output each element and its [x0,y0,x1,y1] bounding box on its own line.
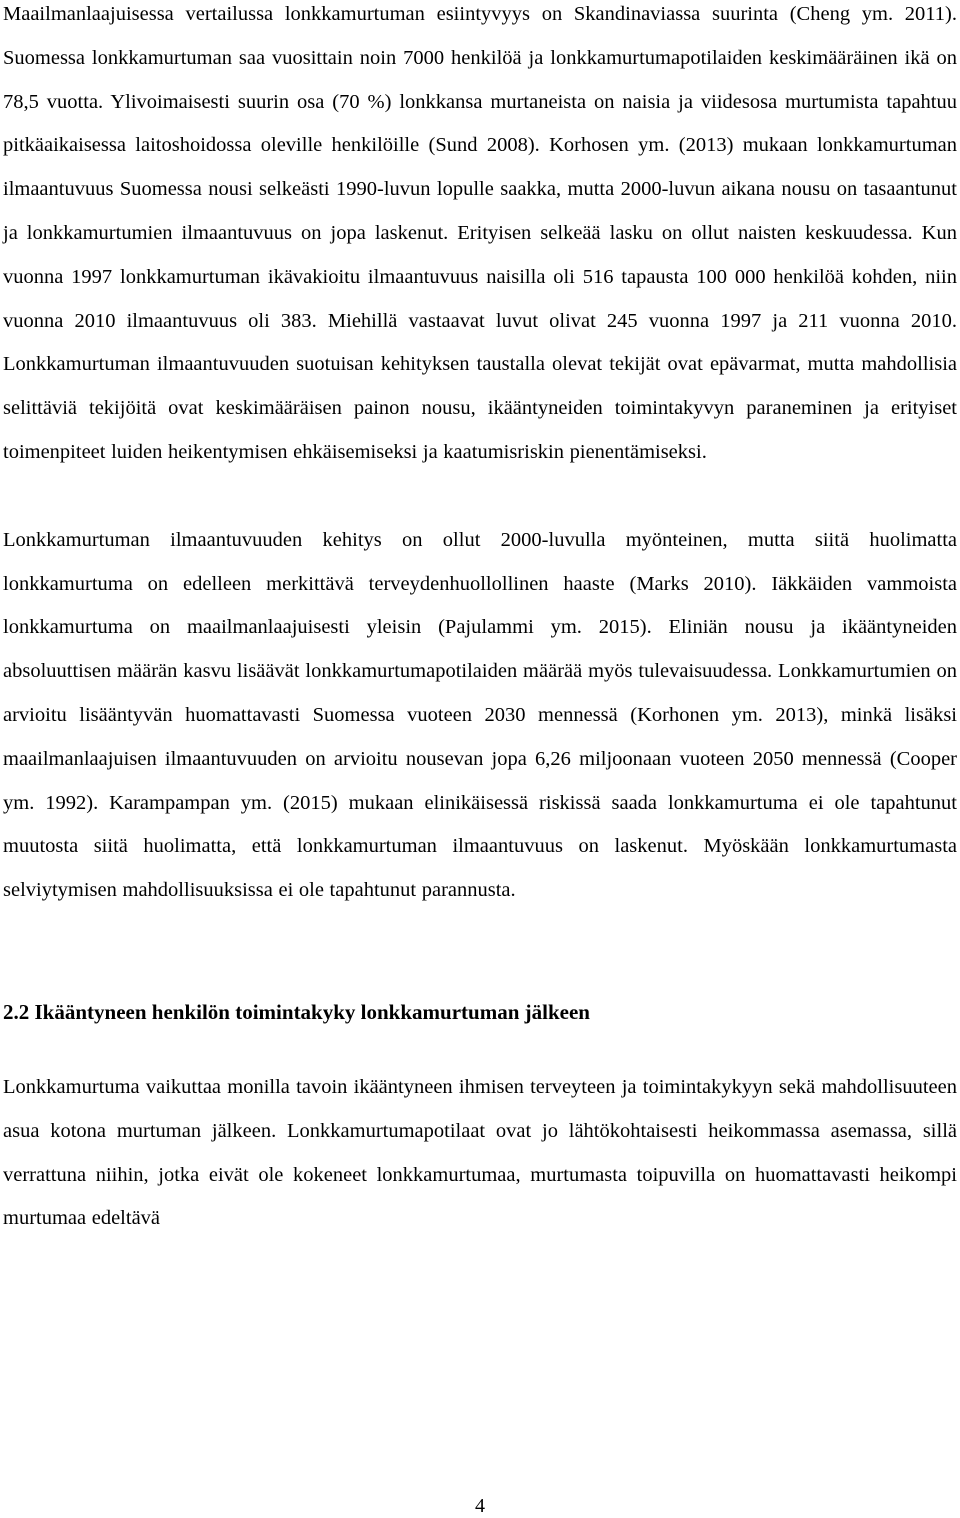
section-heading: 2.2 Ikääntyneen henkilön toimintakyky lonkkamurtuman jälkeen [3,999,590,1024]
heading-spacer [3,1034,957,1066]
body-paragraph: Lonkkamurtuman ilmaantuvuuden kehitys on ollut 2000-luvulla myönteinen, mutta siitä huolimatta lonkkamurtuma on edelleen merkittävä terveydenhuollollinen haaste (Marks 2010). Iäkkäiden vammoista lonkkamurtuma on maailmanlaajuisesti yleisin (Pajulammi ym. 2015). Eliniän nousu ja ikääntyneiden absoluuttisen määrän kasvu lisäävät lonkkamurtumapotilaiden määrää myös tulevaisuudessa. Lonkkamurtumien on arvioitu lisääntyvän huomattavasti Suomessa vuoteen 2030 mennessä (Korhonen ym. 2013), minkä lisäksi maailmanlaajuisen ilmaantuvuuden on arvioitu nousevan jopa 6,26 miljoonaan vuoteen 2050 mennessä (Cooper ym. 1992). Karampampan ym. (2015) mukaan elinikäisessä riskissä saada lonkkamurtuma ei ole tapahtunut muutosta siitä huolimatta, että lonkkamurtuman ilmaantuvuus on laskenut. Myöskään lonkkamurtumasta selviytymisen mahdollisuuksissa ei ole tapahtunut parannusta. [3,528,957,902]
document-page [3,0,957,1241]
body-paragraph: Lonkkamurtuma vaikuttaa monilla tavoin ikääntyneen ihmisen terveyteen ja toimintakykyyn sekä mahdollisuuteen asua kotona murtuman jälkeen. Lonkkamurtumapotilaat ovat jo lähtökohtaisesti heikommassa asemassa, sillä verrattuna niihin, jotka eivät ole kokeneet lonkkamurtumaa, murtumasta toipuvilla on huomattavasti heikompi murtumaa edeltävä [3,1075,957,1230]
section-spacer [3,913,957,990]
paragraph-spacer [3,475,957,519]
page-number: 4 [475,1495,485,1517]
body-paragraph: Maailmanlaajuisessa vertailussa lonkkamurtuman esiintyvyys on Skandinaviassa suurinta (Cheng ym. 2011). Suomessa lonkkamurtuman saa vuosittain noin 7000 henkilöä ja lonkkamurtumapotilaiden keskimääräinen ikä on 78,5 vuotta. Ylivoimaisesti suurin osa (70 %) lonkkansa murtaneista on naisia ja viidesosa murtumista tapahtuu pitkäaikaisessa laitoshoidossa oleville henkilöille (Sund 2008). Korhosen ym. (2013) mukaan lonkkamurtuman ilmaantuvuus Suomessa nousi selkeästi 1990-luvun lopulle saakka, mutta 2000-luvun aikana nousu on tasaantunut ja lonkkamurtumien ilmaantuvuus on jopa laskenut. Erityisen selkeää lasku on ollut naisten keskuudessa. Kun vuonna 1997 lonkkamurtuman ikävakioitu ilmaantuvuus naisilla oli 516 tapausta 100 000 henkilöä kohden, niin vuonna 2010 ilmaantuvuus oli 383. Miehillä vastaavat luvut olivat 245 vuonna 1997 ja 211 vuonna 2010. Lonkkamurtuman ilmaantuvuuden suotuisan kehityksen taustalla olevat tekijät ovat epävarmat, mutta mahdollisia selittäviä tekijöitä ovat keskimääräisen painon nousu, ikääntyneiden toimintakyvyn paraneminen ja erityiset toimenpiteet luiden heikentymisen ehkäisemiseksi ja kaatumisriskin pienentämiseksi. [3,3,957,463]
